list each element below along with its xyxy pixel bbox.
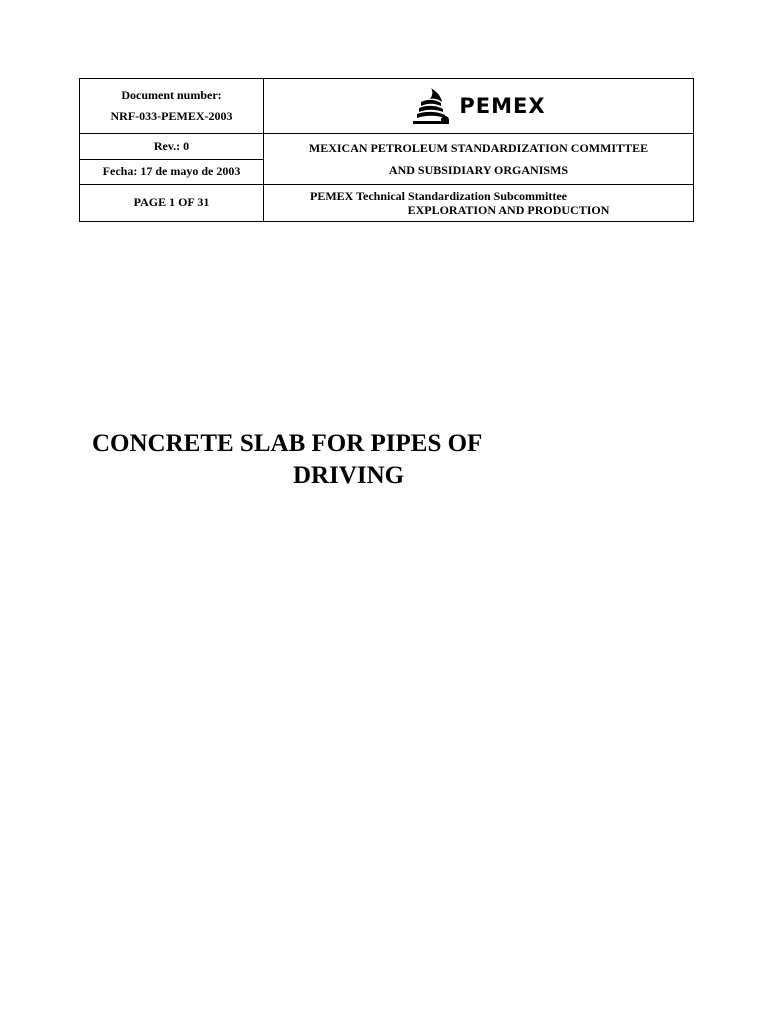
page-cell (80, 184, 263, 221)
subcommittee-line2: EXPLORATION AND PRODUCTION (407, 202, 610, 217)
title-line2: DRIVING (293, 462, 405, 489)
date-value: Fecha: 17 de mayo de 2003 (102, 164, 241, 178)
page-number: PAGE 1 OF 31 (133, 195, 210, 209)
date-cell (80, 159, 263, 184)
document-title (92, 428, 592, 492)
logo-wordmark: PEMEX (459, 93, 546, 118)
document-number-label: Document number: (121, 88, 222, 102)
committee-cell (264, 133, 693, 184)
revision-value: Rev.: 0 (153, 138, 190, 153)
subcommittee-cell (264, 184, 693, 221)
document-header-table (79, 78, 694, 222)
document-number-cell (80, 79, 263, 133)
pemex-eagle-logo-icon (411, 86, 453, 126)
title-line1: CONCRETE SLAB FOR PIPES OF (92, 430, 483, 457)
committee-line2: AND SUBSIDIARY ORGANISMS (388, 162, 569, 177)
committee-line1: MEXICAN PETROLEUM STANDARDIZATION COMMITTEE (308, 140, 649, 155)
subcommittee-line1: PEMEX Technical Standardization Subcommittee (309, 188, 567, 203)
pemex-logo (411, 86, 545, 126)
logo-cell (264, 79, 693, 133)
document-number-value: NRF-033-PEMEX-2003 (110, 109, 233, 123)
revision-cell (80, 133, 263, 159)
